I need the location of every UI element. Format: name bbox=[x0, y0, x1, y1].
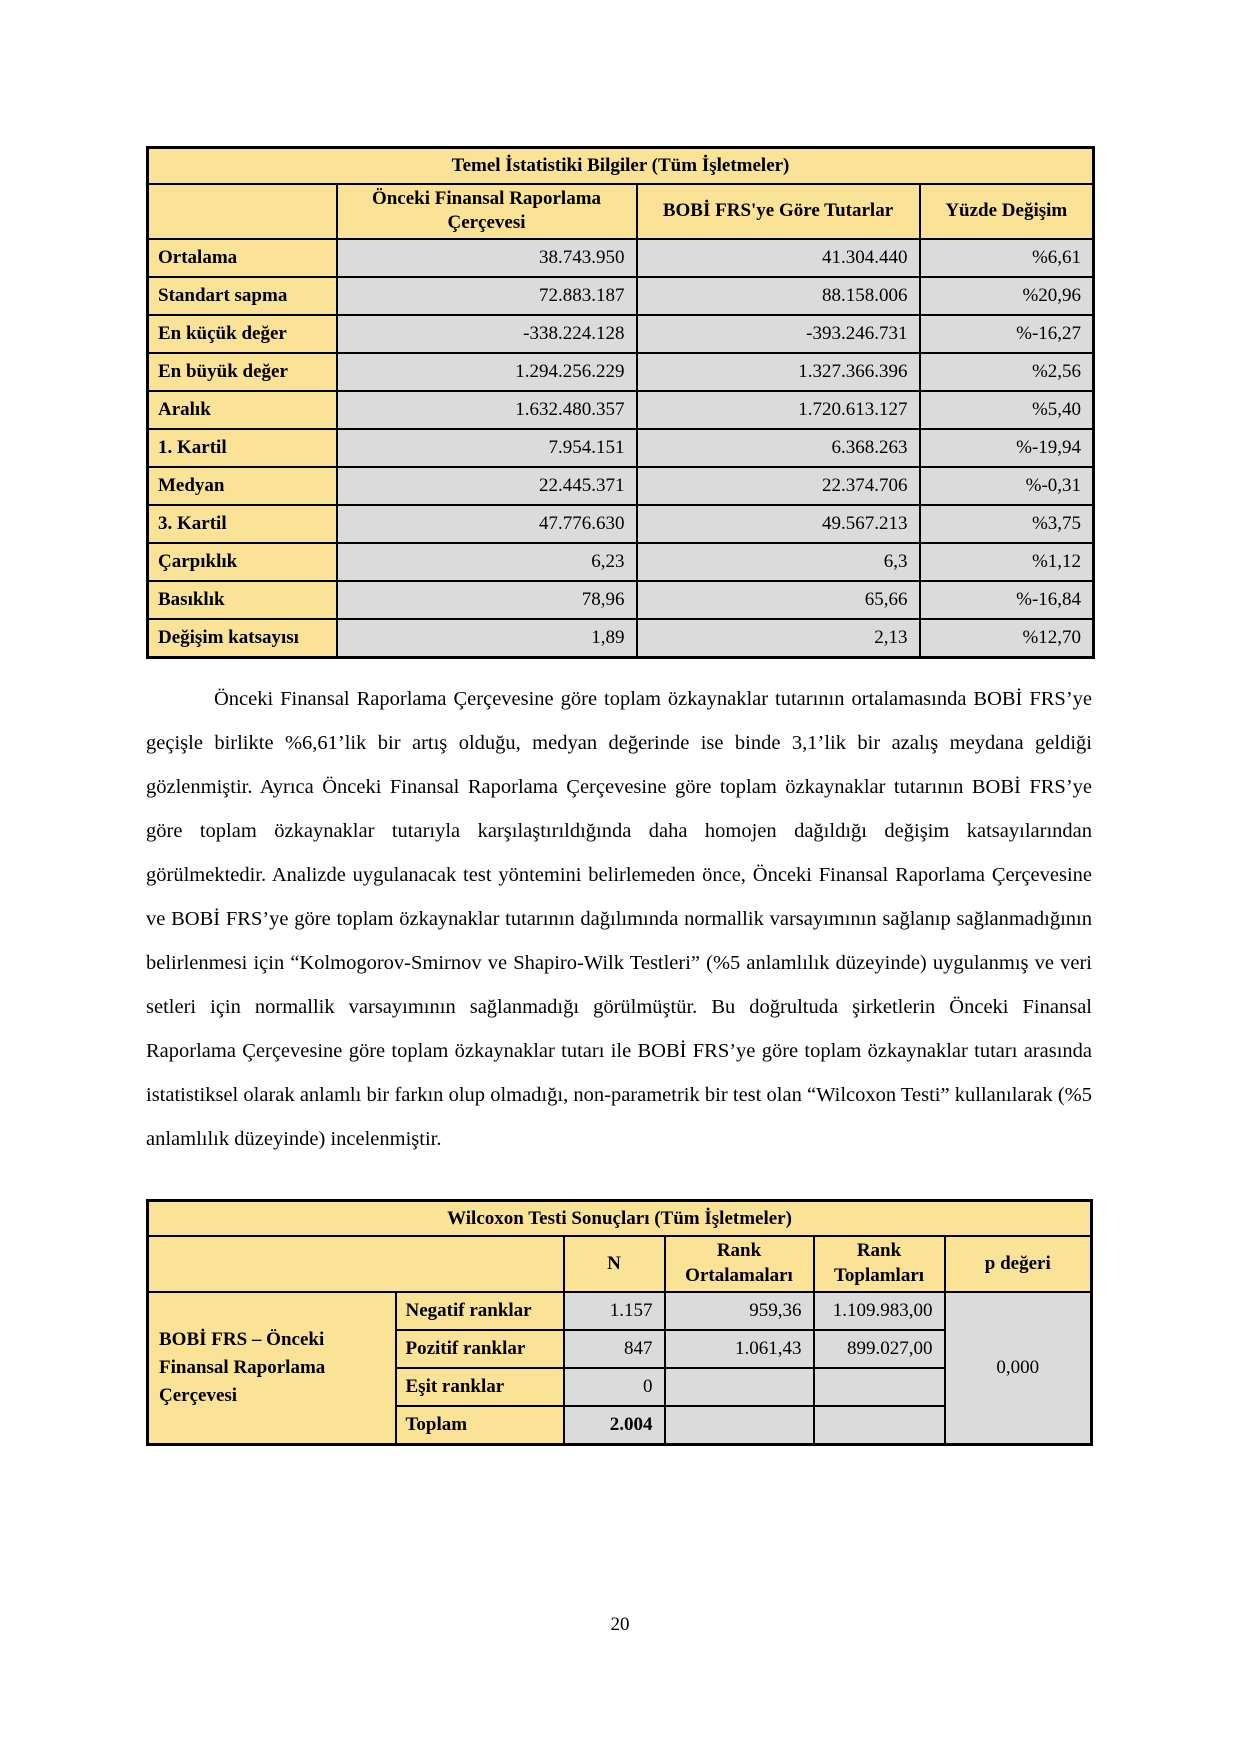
stat-value-yuzde: %6,61 bbox=[920, 239, 1094, 277]
stat-value-onceki: 1.294.256.229 bbox=[337, 353, 637, 391]
stat-label: Basıklık bbox=[148, 581, 337, 619]
stat-label: Standart sapma bbox=[148, 277, 337, 315]
stat-label: Medyan bbox=[148, 467, 337, 505]
stat-value-yuzde: %1,12 bbox=[920, 543, 1094, 581]
stats-header-yuzde: Yüzde Değişim bbox=[920, 184, 1094, 239]
stat-value-onceki: 38.743.950 bbox=[337, 239, 637, 277]
table-row bbox=[148, 353, 1094, 391]
wilcoxon-n: 1.157 bbox=[564, 1292, 665, 1330]
stat-label: Değişim katsayısı bbox=[148, 619, 337, 658]
wilcoxon-group-label: BOBİ FRS – Önceki Finansal Raporlama Çerçevesi bbox=[148, 1292, 396, 1445]
stat-value-yuzde: %12,70 bbox=[920, 619, 1094, 658]
wilcoxon-rank-ort bbox=[665, 1368, 814, 1406]
stat-value-yuzde: %3,75 bbox=[920, 505, 1094, 543]
stat-value-bobi: 1.720.613.127 bbox=[637, 391, 920, 429]
wilcoxon-header-rank-top: Rank Toplamları bbox=[814, 1236, 945, 1291]
wilcoxon-header-p: p değeri bbox=[945, 1236, 1092, 1291]
table-title-row bbox=[148, 148, 1094, 184]
wilcoxon-rank-top: 1.109.983,00 bbox=[814, 1292, 945, 1330]
wilcoxon-p-value: 0,000 bbox=[945, 1292, 1092, 1445]
stats-header-onceki: Önceki Finansal Raporlama Çerçevesi bbox=[337, 184, 637, 239]
stat-value-onceki: 22.445.371 bbox=[337, 467, 637, 505]
stat-value-onceki: 7.954.151 bbox=[337, 429, 637, 467]
page-content bbox=[146, 146, 1092, 1446]
stat-label: Aralık bbox=[148, 391, 337, 429]
table-row bbox=[148, 429, 1094, 467]
stat-value-onceki: 47.776.630 bbox=[337, 505, 637, 543]
stat-label: 3. Kartil bbox=[148, 505, 337, 543]
stat-value-onceki: -338.224.128 bbox=[337, 315, 637, 353]
table-row bbox=[148, 239, 1094, 277]
wilcoxon-rank-ort bbox=[665, 1406, 814, 1445]
wilcoxon-row-label: Pozitif ranklar bbox=[396, 1330, 564, 1368]
wilcoxon-row-label: Negatif ranklar bbox=[396, 1292, 564, 1330]
stat-label: 1. Kartil bbox=[148, 429, 337, 467]
stat-label: Ortalama bbox=[148, 239, 337, 277]
stat-value-bobi: 88.158.006 bbox=[637, 277, 920, 315]
wilcoxon-n: 847 bbox=[564, 1330, 665, 1368]
stat-value-bobi: 1.327.366.396 bbox=[637, 353, 920, 391]
wilcoxon-row-label: Eşit ranklar bbox=[396, 1368, 564, 1406]
wilcoxon-header-n: N bbox=[564, 1236, 665, 1291]
page-number: 20 bbox=[610, 1614, 630, 1635]
stat-value-onceki: 1.632.480.357 bbox=[337, 391, 637, 429]
table-row bbox=[148, 315, 1094, 353]
wilcoxon-rank-top: 899.027,00 bbox=[814, 1330, 945, 1368]
wilcoxon-header-rank-ort: Rank Ortalamaları bbox=[665, 1236, 814, 1291]
table-row bbox=[148, 581, 1094, 619]
wilcoxon-rank-top bbox=[814, 1368, 945, 1406]
stats-table-title: Temel İstatistiki Bilgiler (Tüm İşletmeler) bbox=[148, 148, 1094, 184]
table-row bbox=[148, 543, 1094, 581]
stat-value-onceki: 1,89 bbox=[337, 619, 637, 658]
stats-header-bobi: BOBİ FRS'ye Göre Tutarlar bbox=[637, 184, 920, 239]
table-header-row bbox=[148, 1236, 1092, 1291]
table-row bbox=[148, 391, 1094, 429]
wilcoxon-rank-ort: 959,36 bbox=[665, 1292, 814, 1330]
stat-label: En küçük değer bbox=[148, 315, 337, 353]
stat-value-bobi: 6.368.263 bbox=[637, 429, 920, 467]
stat-value-onceki: 6,23 bbox=[337, 543, 637, 581]
stats-table bbox=[146, 146, 1095, 659]
stat-value-onceki: 72.883.187 bbox=[337, 277, 637, 315]
stat-label: Çarpıklık bbox=[148, 543, 337, 581]
stat-value-yuzde: %-16,27 bbox=[920, 315, 1094, 353]
table-row bbox=[148, 619, 1094, 658]
table-row bbox=[148, 467, 1094, 505]
wilcoxon-row-label: Toplam bbox=[396, 1406, 564, 1445]
stat-value-yuzde: %5,40 bbox=[920, 391, 1094, 429]
body-paragraph: Önceki Finansal Raporlama Çerçevesine göre toplam özkaynaklar tutarının ortalamasında BOBİ FRS’ye geçişle birlikte %6,61’lik bir artış olduğu, medyan değerinde ise binde 3,1’lik bir azalış meydana geldiği gözlenmiştir. Ayrıca Önceki Finansal Raporlama Çerçevesine göre toplam özkaynaklar tutarının BOBİ FRS’ye göre toplam özkaynaklar tutarıyla karşılaştırıldığında daha homojen dağıldığı değişim katsayılarından görülmektedir. Analizde uygulanacak test yöntemini belirlemeden önce, Önceki Finansal Raporlama Çerçevesine ve BOBİ FRS’ye göre toplam özkaynaklar tutarının dağılımında normallik varsayımının sağlanıp sağlanmadığının belirlenmesi için “Kolmogorov-Smirnov ve Shapiro-Wilk Testleri” (%5 anlamlılık düzeyinde) uygulanmış ve veri setleri için normallik varsayımının sağlanmadığı görülmüştür. Bu doğrultuda şirketlerin Önceki Finansal Raporlama Çerçevesine göre toplam özkaynaklar tutarı ile BOBİ FRS’ye göre toplam özkaynaklar tutarı arasında istatistiksel olarak anlamlı bir farkın olup olmadığı, non-parametrik bir test olan “Wilcoxon Testi” kullanılarak (%5 anlamlılık düzeyinde) incelenmiştir. bbox=[146, 687, 1092, 1150]
stat-value-bobi: 2,13 bbox=[637, 619, 920, 658]
wilcoxon-table bbox=[146, 1199, 1093, 1446]
table-row bbox=[148, 277, 1094, 315]
stat-value-bobi: 6,3 bbox=[637, 543, 920, 581]
wilcoxon-rank-top bbox=[814, 1406, 945, 1445]
wilcoxon-table-title: Wilcoxon Testi Sonuçları (Tüm İşletmeler) bbox=[148, 1200, 1092, 1236]
wilcoxon-header-empty bbox=[148, 1236, 564, 1291]
stat-value-bobi: 65,66 bbox=[637, 581, 920, 619]
table-row bbox=[148, 1292, 1092, 1330]
stat-value-onceki: 78,96 bbox=[337, 581, 637, 619]
stat-value-yuzde: %20,96 bbox=[920, 277, 1094, 315]
stats-header-empty bbox=[148, 184, 337, 239]
stat-value-yuzde: %-0,31 bbox=[920, 467, 1094, 505]
table-row bbox=[148, 505, 1094, 543]
stat-value-bobi: 41.304.440 bbox=[637, 239, 920, 277]
wilcoxon-n-total: 2.004 bbox=[564, 1406, 665, 1445]
stat-value-yuzde: %-16,84 bbox=[920, 581, 1094, 619]
wilcoxon-n: 0 bbox=[564, 1368, 665, 1406]
wilcoxon-rank-ort: 1.061,43 bbox=[665, 1330, 814, 1368]
stat-value-yuzde: %2,56 bbox=[920, 353, 1094, 391]
stat-value-bobi: 22.374.706 bbox=[637, 467, 920, 505]
table-title-row bbox=[148, 1200, 1092, 1236]
stat-value-bobi: -393.246.731 bbox=[637, 315, 920, 353]
stat-value-bobi: 49.567.213 bbox=[637, 505, 920, 543]
stat-label: En büyük değer bbox=[148, 353, 337, 391]
table-header-row bbox=[148, 184, 1094, 239]
stat-value-yuzde: %-19,94 bbox=[920, 429, 1094, 467]
